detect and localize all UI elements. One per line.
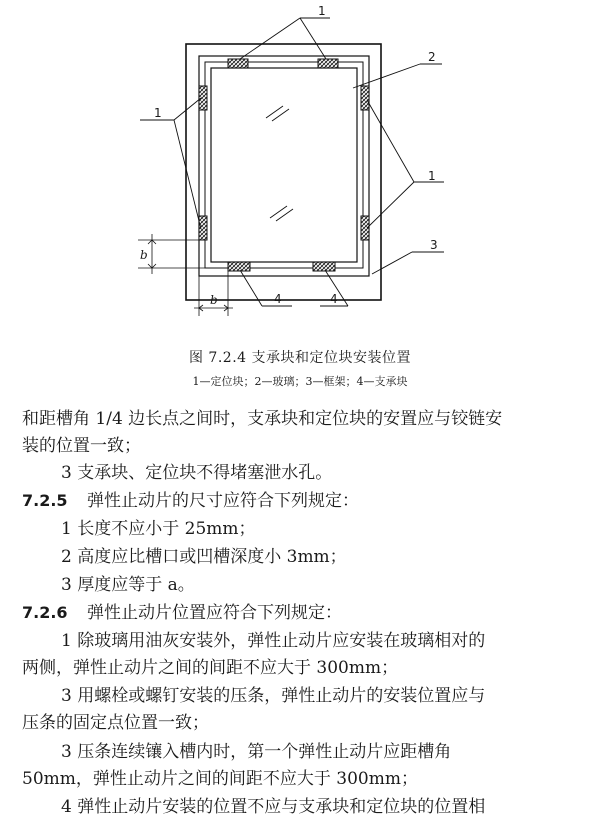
clause-number: 7.2.5 [22, 491, 68, 510]
body-line: 压条的固定点位置一致； [22, 713, 209, 733]
glass-pane [211, 68, 357, 262]
callout-2: 2 [428, 50, 436, 64]
body-line: 和距槽角 1/4 边长点之间时，支承块和定位块的安置应与铰链安 [22, 409, 503, 429]
location-block-top-left [228, 59, 248, 68]
figure-legend: 1—定位块；2—玻璃；3—框架；4—支承块 [192, 375, 408, 388]
callout-4-right: 4 [330, 292, 338, 306]
location-block-left-lower [199, 216, 207, 240]
location-block-right-upper [361, 86, 369, 110]
list-item: 3 厚度应等于 a。 [61, 575, 195, 595]
body-line: 装的位置一致； [22, 436, 141, 456]
clause-7-2-6 [22, 602, 342, 624]
setting-block-left [228, 262, 250, 271]
body-line: 50mm，弹性止动片之间的间距不应大于 300mm； [22, 769, 418, 789]
callout-4-left: 4 [274, 292, 282, 306]
list-item: 4 弹性止动片安装的位置不应与支承块和定位块的位置相 [61, 797, 486, 817]
dimension-b-label-vertical: b [140, 248, 148, 262]
location-block-top-right [318, 59, 338, 68]
callout-1-top: 1 [318, 4, 326, 18]
figure-caption: 图 7.2.4 支承块和定位块安装位置 [188, 350, 412, 366]
list-item: 3 支承块、定位块不得堵塞泄水孔。 [61, 463, 333, 483]
clause-7-2-5 [22, 490, 359, 512]
callout-1-left: 1 [154, 106, 162, 120]
list-item: 2 高度应比槽口或凹槽深度小 3mm； [61, 547, 347, 567]
list-item: 1 除玻璃用油灰安装外，弹性止动片应安装在玻璃相对的 [61, 631, 486, 651]
list-item: 3 压条连续镶入槽内时，第一个弹性止动片应距槽角 [61, 742, 452, 762]
installation-diagram [0, 0, 600, 340]
clause-text: 弹性止动片的尺寸应符合下列规定： [86, 491, 359, 511]
dimension-b-vertical [138, 234, 205, 274]
callout-1-right: 1 [428, 169, 436, 183]
clause-number: 7.2.6 [22, 603, 68, 622]
clause-text: 弹性止动片位置应符合下列规定： [86, 603, 342, 623]
location-block-right-lower [361, 216, 369, 240]
list-item: 3 用螺栓或螺钉安装的压条，弹性止动片的安装位置应与 [61, 686, 486, 706]
list-item: 1 长度不应小于 25mm； [61, 519, 256, 539]
callout-3: 3 [430, 238, 438, 252]
body-line: 两侧，弹性止动片之间的间距不应大于 300mm； [22, 658, 399, 678]
location-block-left-upper [199, 86, 207, 110]
dimension-b-label-horizontal: b [210, 293, 218, 307]
setting-block-right [313, 262, 335, 271]
